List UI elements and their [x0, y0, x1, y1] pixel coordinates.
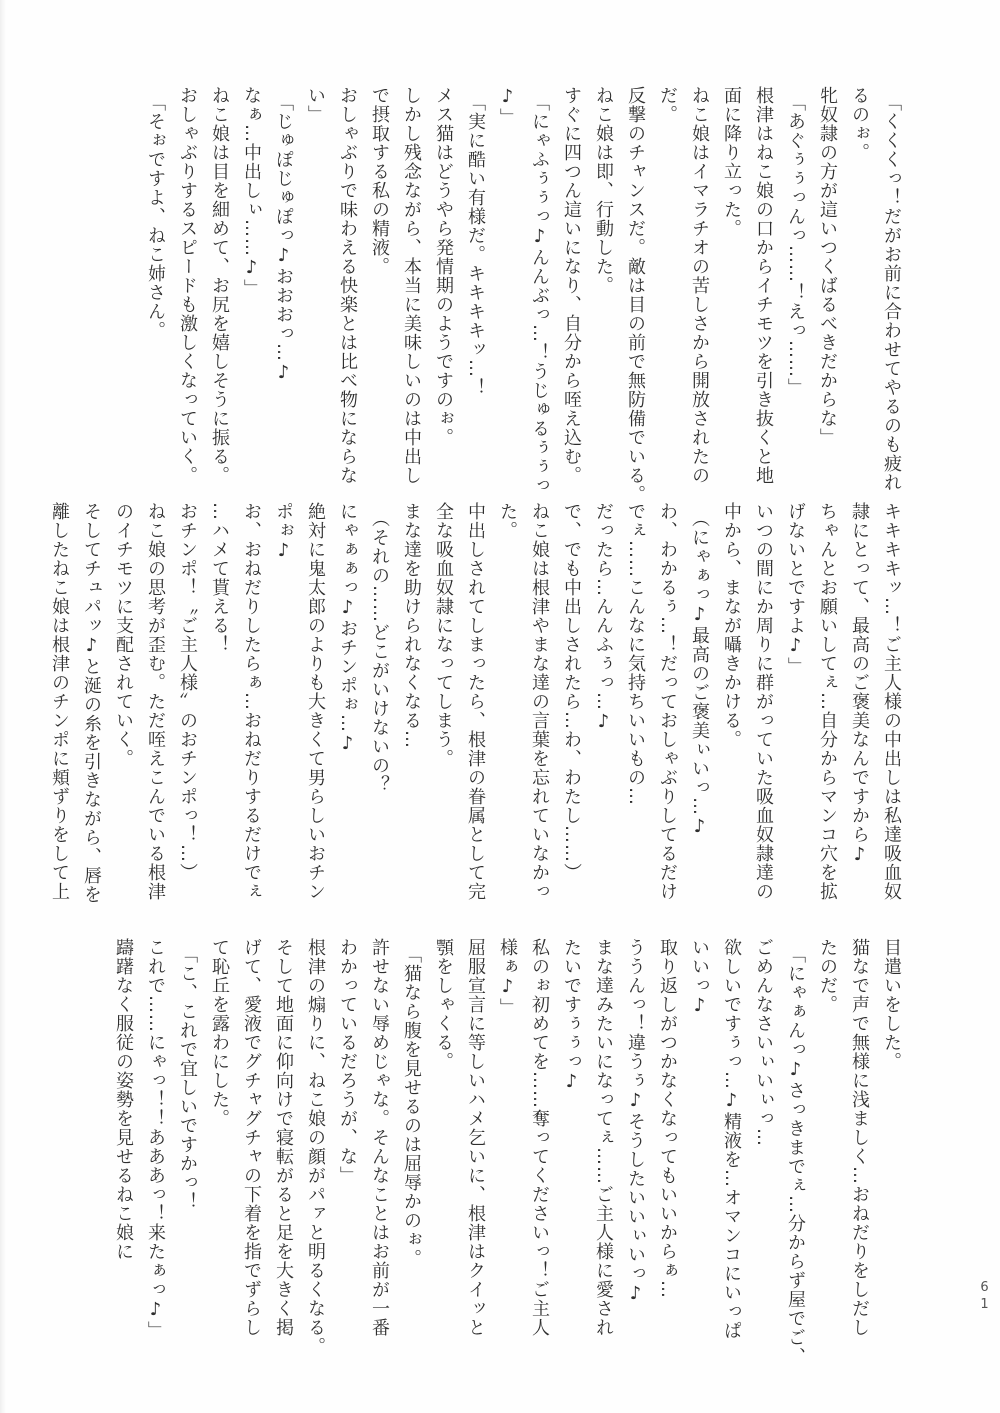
text-column: 「にゃふぅぅっ♪んんぶっ…！うじゅるぅぅっ: [529, 93, 550, 496]
text-band-middle: [36, 502, 900, 904]
text-column: メス猫はどうやら発情期のようですのぉ。: [433, 86, 454, 447]
text-column: 目遣いをした。: [881, 938, 902, 1071]
text-column: げて、愛液でグチャグチャの下着を指でずらし: [241, 938, 262, 1337]
text-column: ごめんなさいぃいぃっ…: [753, 938, 774, 1147]
text-column: おしゃぶりするスピードも激しくなっていく。: [177, 86, 198, 485]
text-column: ううんっ！違うぅ♪そうしたいいぃいっ♪: [625, 938, 646, 1305]
text-column: たのだ。: [817, 938, 838, 1014]
text-column: ねこ娘は即、行動した。: [593, 86, 614, 295]
text-column: キキキキッ…！ご主人様の中出しは私達吸血奴: [881, 502, 902, 901]
text-column: 猫なで声で無様に浅ましく…おねだりをしだし: [849, 938, 870, 1337]
text-column: そしてチュパッ♪と涎の糸を引きながら、唇を: [81, 502, 102, 904]
text-column: 隷にとって、最高のご褒美なんですから♪: [849, 502, 870, 866]
text-column: 「あぐぅぅっんっ……！えっ……」: [785, 93, 806, 398]
text-column: 「くくくっ！だがお前に合わせてやるのも疲れ: [881, 93, 902, 493]
text-column: にゃぁぁっ♪おチンポぉ…♪: [337, 502, 358, 755]
text-column: げないとですよ♪」: [785, 502, 806, 676]
text-column: しかし残念ながら、本当に美味しいのは中出し: [401, 86, 422, 485]
text-column: そして地面に仰向けで寝転がると足を大きく掲: [273, 938, 294, 1337]
text-column: わかっているだろうが、な」: [337, 938, 358, 1185]
text-column: 根津はねこ娘の口からイチモツを引き抜くと地: [753, 86, 774, 485]
text-column: 「にゃぁんっ♪さっきまでぇ…分からず屋でご、: [785, 945, 806, 1367]
text-column: いいっ♪: [689, 938, 710, 1017]
text-column: 「そぉですよ、ねこ姉さん。: [145, 93, 166, 341]
text-column: 「じゅぽじゅぽっ♪おおおっ…♪: [273, 93, 294, 385]
text-column: で、でも中出しされたら…わ、わたし……）: [561, 502, 582, 882]
text-column: 離したねこ娘は根津のチンポに頬ずりをして上: [49, 502, 70, 901]
text-column: （にゃぁっ♪最高のご褒美ぃいっ…♪: [689, 509, 710, 839]
text-column: 屈服宣言に等しいハメ乞いに、根津はクイッと: [465, 938, 486, 1337]
text-column: ちゃんとお願いしてぇ…自分からマンコ穴を拡: [817, 502, 838, 901]
text-column: るのぉ。: [849, 86, 870, 162]
text-column: た。: [497, 502, 518, 540]
text-column: て恥丘を露わにした。: [209, 938, 230, 1128]
text-column: 「猫なら腹を見せるのは屈辱かのぉ。: [401, 945, 422, 1269]
text-column: でぇ……こんなに気持ちいいもの…: [625, 502, 646, 806]
text-column: 面に降り立った。: [721, 86, 742, 238]
text-column: まな達を助けられなくなる…: [401, 502, 422, 749]
text-column: 様ぁ♪」: [497, 938, 518, 1017]
text-column: 中から、まなが囁きかける。: [721, 502, 742, 749]
page-number: 61: [977, 1280, 992, 1314]
text-column: 許せない辱めじゃな。そんなことはお前が一番: [369, 938, 390, 1337]
text-column: 取り返しがつかなくなってもいいからぁ…: [657, 938, 678, 1299]
text-column: ポぉ♪: [273, 502, 294, 562]
text-column: 根津の煽りに、ねこ娘の顔がパァと明るくなる。: [305, 938, 326, 1356]
text-column: ねこ娘は目を細めて、お尻を嬉しそうに振る。: [209, 86, 230, 485]
text-band-top: [132, 86, 902, 504]
text-column: 躊躇なく服従の姿勢を見せるねこ娘に: [113, 938, 134, 1261]
text-column: これで……にゃっ！！あああっ！来たぁっ♪」: [145, 938, 166, 1340]
text-column: ねこ娘は根津やまな達の言葉を忘れていなかっ: [529, 502, 550, 901]
text-column: 牝奴隷の方が這いつくばるべきだからな」: [817, 86, 838, 447]
text-column: ♪」: [497, 86, 518, 127]
text-column: 反撃のチャンスだ。敵は目の前で無防備でいる。: [625, 86, 646, 504]
text-column: （それの……どこがいけないの？: [369, 509, 390, 795]
text-column: 欲しいですぅっ…♪精液を…オマンコにいっぱ: [721, 938, 742, 1340]
text-column: …ハメて貰える！: [209, 502, 230, 654]
text-column: い」: [305, 86, 326, 124]
text-column: 中出しされてしまったら、根津の眷属として完: [465, 502, 486, 901]
text-column: 顎をしゃくる。: [433, 938, 454, 1071]
text-column: 絶対に鬼太郎のよりも大きくて男らしいおチン: [305, 502, 326, 901]
text-column: お、おねだりしたらぁ…おねだりするだけでぇ: [241, 502, 262, 901]
text-column: 「実に酷い有様だ。キキキキッ…！: [465, 93, 486, 398]
text-column: いつの間にか周りに群がっていた吸血奴隷達の: [753, 502, 774, 901]
text-band-bottom: [100, 938, 902, 1367]
text-column: ねこ娘はイマラチオの苦しさから開放されたの: [689, 86, 710, 485]
text-column: なぁ…中出しぃ……♪」: [241, 86, 262, 298]
text-column: だ。: [657, 86, 678, 124]
text-column: すぐに四つん這いになり、自分から咥え込む。: [561, 86, 582, 485]
text-column: わ、わかるぅ…！だっておしゃぶりしてるだけ: [657, 502, 678, 901]
text-column: 「こ、これで宜しいですかっ！: [177, 945, 198, 1212]
text-column: で摂取する私の精液。: [369, 86, 390, 276]
text-column: 全な吸血奴隷になってしまう。: [433, 502, 454, 768]
text-column: まな達みたいになってぇ……ご主人様に愛され: [593, 938, 614, 1337]
text-column: だったら…んんふぅっ…♪: [593, 502, 614, 733]
text-column: 私のぉ初めてを……奪ってくださいっ！ご主人: [529, 938, 550, 1337]
text-column: ねこ娘の思考が歪む。ただ咥えこんでいる根津: [145, 502, 166, 901]
text-column: おチンポ！〝ご主人様〟のおチンポっ！…）: [177, 502, 198, 882]
text-column: たいですぅぅっ♪: [561, 938, 582, 1093]
text-column: おしゃぶりで味わえる快楽とは比べ物にならな: [337, 86, 358, 485]
text-column: のイチモツに支配されていく。: [113, 502, 134, 768]
